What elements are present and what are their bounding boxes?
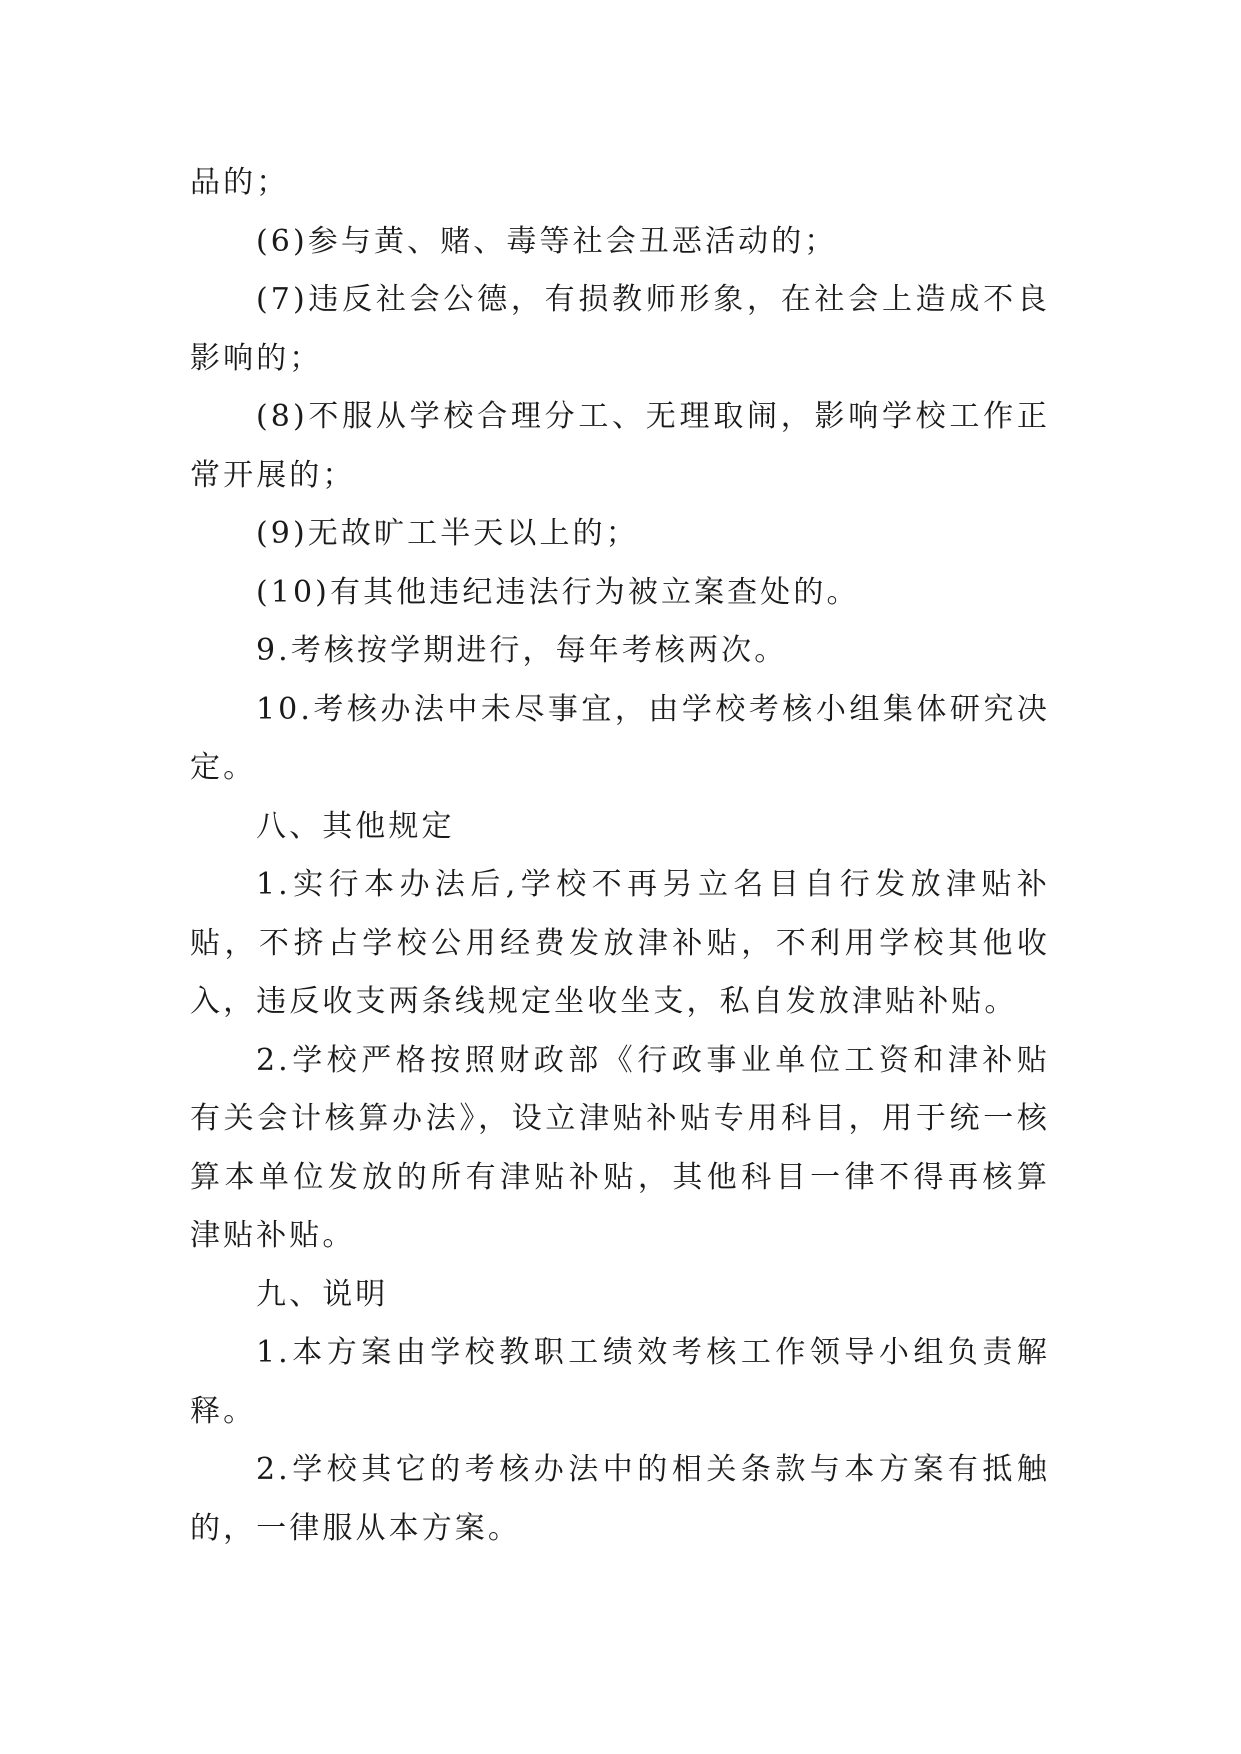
list-item-7: (7)违反社会公德，有损教师形象，在社会上造成不良影响的； [190, 282, 1050, 376]
other-rules-clause-1: 1.实行本办法后,学校不再另立名目自行发放津贴补贴，不挤占学校公用经费发放津补贴，不利用学校其他收入，违反收支两条线规定坐收坐支，私自发放津贴补贴。 [190, 867, 1050, 1019]
notes-clause-1: 1.本方案由学校教职工绩效考核工作领导小组负责解释。 [190, 1335, 1050, 1429]
section-heading-other-rules: 八、其他规定 [256, 808, 455, 844]
clause-9: 9.考核按学期进行，每年考核两次。 [256, 633, 788, 668]
list-item-8: (8)不服从学校合理分工、无理取闹，影响学校工作正常开展的； [190, 399, 1050, 493]
list-item-10: (10)有其他违纪违法行为被立案查处的。 [256, 574, 860, 610]
notes-clause-2: 2.学校其它的考核办法中的相关条款与本方案有抵触的，一律服从本方案。 [190, 1452, 1050, 1546]
section-heading-notes: 九、说明 [256, 1276, 389, 1312]
list-item-9: (9)无故旷工半天以上的； [256, 516, 639, 551]
clause-10: 10.考核办法中未尽事宜，由学校考核小组集体研究决定。 [190, 691, 1050, 785]
list-item-6: (6)参与黄、赌、毒等社会丑恶活动的； [256, 223, 838, 259]
document-body [190, 154, 1050, 1558]
paragraph-continuation: 品的； [190, 165, 290, 200]
other-rules-clause-2: 2.学校严格按照财政部《行政事业单位工资和津补贴有关会计核算办法》，设立津贴补贴专用科目，用于统一核算本单位发放的所有津贴补贴，其他科目一律不得再核算津贴补贴。 [190, 1042, 1050, 1253]
